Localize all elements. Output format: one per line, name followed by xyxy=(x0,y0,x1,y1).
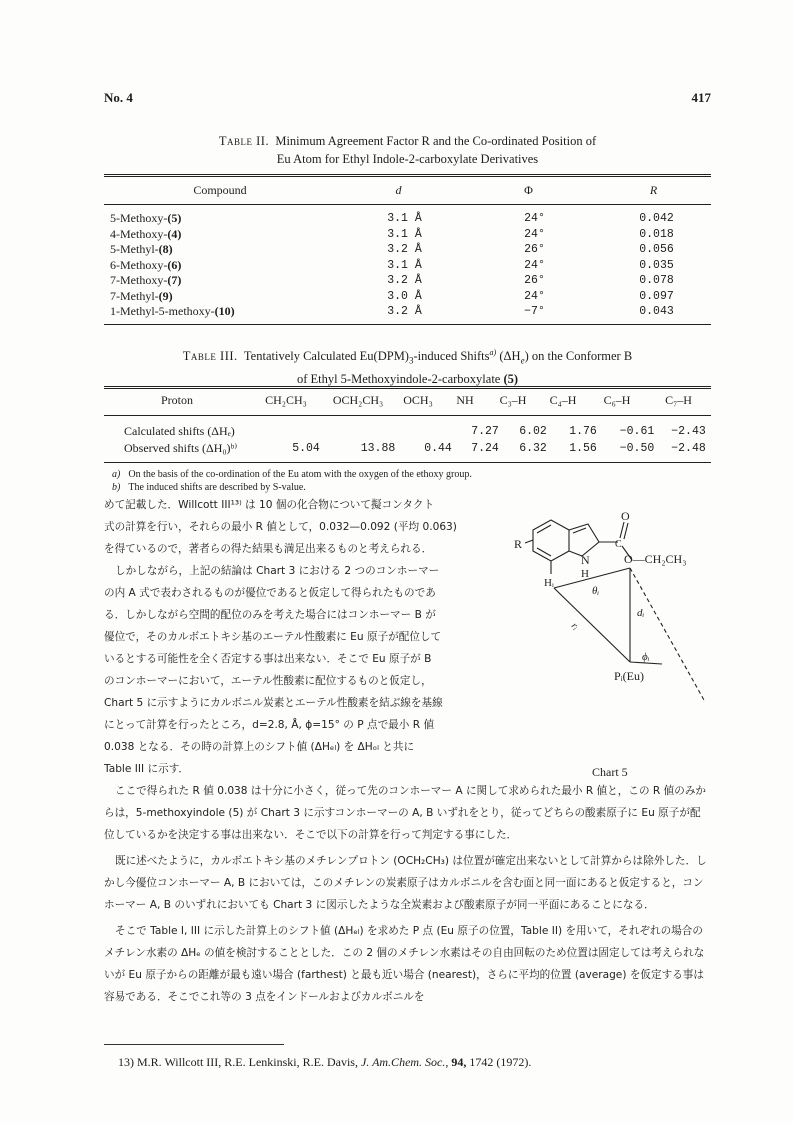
table2-cell-r: 0.056 xyxy=(639,243,674,256)
table2-bottom-rule xyxy=(104,324,711,325)
table2-cell-phi: 24° xyxy=(524,258,545,272)
body-line: る．しかしながら空間的配位のみを考えた場合にはコンホーマー B が xyxy=(104,609,436,621)
table2-cell-compound xyxy=(104,289,342,305)
label-carbonyl-c: C xyxy=(615,539,622,550)
compound-name: 5-Methyl- xyxy=(110,242,159,256)
table3-row xyxy=(104,423,711,440)
compound-name: 5-Methoxy- xyxy=(110,211,168,225)
reference-13 xyxy=(118,1055,531,1070)
compound-name: 4-Methoxy- xyxy=(110,226,168,241)
table3-value: −0.61 xyxy=(619,425,655,438)
body-paragraph: 既に述べたように，カルボエトキシ基のメチレンプロトン (OCH₂CH₃) は位置が確定出来ないとして計算からは除外した．しかし今優位コンホーマー A, B においては，このメチレンの炭素原子はカルボニルを含む面と同一面にあると仮定すると，コンホーマー A, B のいずれにおいても Chart 3 に図示したような全炭素および酸素原子が同一平面にあることになる． xyxy=(104,855,707,911)
compound-name: 7-Methyl- xyxy=(110,288,159,303)
compound-name: 1-Methyl-5-methoxy- xyxy=(110,304,215,318)
table2-cell-phi: 26° xyxy=(524,243,545,256)
compound-name: 6-Methoxy- xyxy=(110,257,168,272)
table3-title-line2: of Ethyl 5-Methoxyindole-2-carboxylate xyxy=(296,371,504,386)
table2-row xyxy=(104,227,711,243)
footnote-mark: b) xyxy=(112,482,121,493)
label-hi: Hᵢ xyxy=(544,577,554,589)
compound-number: (9) xyxy=(158,288,173,303)
label-carbonyl-o: O xyxy=(621,510,630,523)
table2-top-rule xyxy=(104,174,711,177)
table3-value: −2.43 xyxy=(671,425,706,438)
table2-row xyxy=(104,273,711,289)
compound-number: (10) xyxy=(214,304,235,318)
table2-cell-r: 0.035 xyxy=(639,258,674,272)
body-full-width xyxy=(104,780,711,1012)
table2-header-rule xyxy=(104,204,711,205)
body-paragraph: ここで得られた R 値 0.038 は十分に小さく，従って先のコンホーマー A に関して求められた最小 R 値と，この R 値のみからは，5-methoxyindole (5) が Chart 3 に示すコンホーマーの A, B いずれをとり，従ってどちらの酸素原子に Eu 原子が配位しているかを決定する事は出来ない．そこで以下の計算を行って判定する事にした． xyxy=(104,785,707,841)
reference-authors: M.R. Willcott III, R.E. Lenkinski, R.E. Davis, xyxy=(137,1055,358,1069)
table3-value: 5.04 xyxy=(292,442,320,455)
label-theta: θᵢ xyxy=(592,585,600,597)
body-line: の内 A 式で表わされるものが優位であると仮定して得られたものであ xyxy=(104,587,436,599)
table2-row xyxy=(104,242,711,258)
table3-title-sup: a) xyxy=(489,348,497,357)
table3-value xyxy=(270,423,342,440)
r-vector xyxy=(554,588,630,662)
table2-cell-r: 0.018 xyxy=(639,227,674,241)
substituent-bond xyxy=(525,540,533,543)
table2-header-compound: Compound xyxy=(193,182,247,197)
table2-header-phi: Φ xyxy=(524,182,533,197)
body-line: のコンホーマーにおいて，エーテル性酸素に配位するものと仮定し， xyxy=(104,675,432,687)
table3-title-compound: (5) xyxy=(503,371,519,386)
table2-header-row xyxy=(104,180,711,200)
table2-cell-phi: 24° xyxy=(524,227,545,241)
body-line: Table III に示す． xyxy=(104,763,190,775)
reference-number: 13) xyxy=(118,1055,134,1069)
pyrrole-inner-bond xyxy=(573,528,586,533)
table3-row-label: Calculated shifts (ΔHₑ) xyxy=(124,424,235,438)
table3-title-a: Tentatively Calculated Eu(DPM) xyxy=(243,349,409,364)
compound-number: (6) xyxy=(167,257,182,272)
body-line: 式の計算を行い，それらの最小 R 値として，0.032—0.092 (平均 0.063) xyxy=(104,521,457,533)
table2-title-line1: Minimum Agreement Factor R and the Co-ordinated Position of xyxy=(275,134,597,148)
table3-bottom-rule xyxy=(104,462,711,463)
table3-value: 0.44 xyxy=(424,442,452,455)
reference-rule xyxy=(104,1044,284,1045)
table2-row xyxy=(104,211,711,227)
table2-header-d: d xyxy=(395,182,402,197)
table3-header-7: C₆–H xyxy=(603,393,631,407)
reference-pages-year: 1742 (1972). xyxy=(469,1055,532,1069)
table2-cell-d: 3.2 Å xyxy=(387,305,422,318)
label-n: N xyxy=(581,553,590,567)
table3-value xyxy=(414,423,462,440)
compound-name: 7-Methoxy- xyxy=(110,273,168,287)
label-r-distance: rᵢ xyxy=(568,620,581,633)
body-line: 優位で，そのカルボエトキシ基のエーテル性酸素に Eu 原子が配位して xyxy=(104,631,442,643)
table3-header-2: OCH₂CH₃ xyxy=(332,393,384,407)
footnote xyxy=(112,481,472,494)
label-nh: H xyxy=(581,568,589,580)
table2-cell-phi: 24° xyxy=(524,289,545,303)
table2-label: Table II. xyxy=(218,134,270,148)
body-line: 0.038 となる．その時の計算上のシフト値 (ΔHₑₗ) を ΔHₒₗ と共に xyxy=(104,741,415,753)
table3-value: 6.32 xyxy=(519,442,547,455)
table3-title-sub2: e xyxy=(520,355,525,366)
running-head-issue: No. 4 xyxy=(104,90,133,105)
table3-label: Table III. xyxy=(182,349,238,364)
table3-title-b: -induced Shifts xyxy=(413,349,490,364)
table2-cell-d: 3.0 Å xyxy=(387,289,422,303)
compound-number: (7) xyxy=(167,273,182,287)
table2-row xyxy=(104,304,711,320)
table3-value: −2.48 xyxy=(671,442,706,455)
table3-body xyxy=(104,423,711,457)
table2 xyxy=(104,180,711,200)
table3-value: 1.56 xyxy=(569,442,597,455)
table2-cell-compound xyxy=(104,227,342,243)
table3-value: 6.02 xyxy=(519,425,547,438)
table3-top-rule xyxy=(104,386,711,389)
footnote-text: On the basis of the co-ordination of the Eu atom with the oxygen of the ethoxy group. xyxy=(128,469,472,480)
table3-footnotes xyxy=(112,468,472,494)
body-line: しかしながら，上記の結論は Chart 3 における 2 つのコンホーマー xyxy=(115,565,440,577)
table3-value: 13.88 xyxy=(360,442,396,455)
table2-cell-r: 0.042 xyxy=(639,212,674,225)
label-phi: ϕᵢ xyxy=(642,651,650,663)
reference-journal: J. Am.Chem. Soc., xyxy=(360,1055,449,1069)
table3-header-3: OCH₃ xyxy=(403,393,433,407)
table3-header-rule xyxy=(104,415,711,416)
footnote xyxy=(112,468,472,481)
table2-title-line2: Eu Atom for Ethyl Indole-2-carboxylate Derivatives xyxy=(276,152,539,166)
reference-volume: 94, xyxy=(451,1055,467,1069)
table3-value: −0.50 xyxy=(619,442,655,455)
table3-value: 7.27 xyxy=(471,425,499,438)
table2-cell-d: 3.1 Å xyxy=(387,212,422,225)
table2-body xyxy=(104,211,711,320)
table2-cell-compound xyxy=(104,258,342,274)
table3-value: 1.76 xyxy=(569,425,597,438)
compound-number: (8) xyxy=(158,242,173,256)
table3-header-1: CH₂CH₃ xyxy=(265,393,307,407)
label-p-eu: Pᵢ(Eu) xyxy=(614,669,644,683)
chart5-diagram xyxy=(492,510,717,778)
body-line: Chart 5 に示すようにカルボニル炭素とエーテル性酸素を結ぶ線を基線 xyxy=(104,697,443,709)
carbonyl-double-bond xyxy=(620,522,624,538)
table3-header-6: C₄–H xyxy=(549,393,577,407)
table2-cell-r: 0.043 xyxy=(639,305,674,318)
table2-header-r: R xyxy=(649,182,658,197)
label-ethoxy: O—CH₂CH₃ xyxy=(624,552,687,566)
table2-cell-phi: 26° xyxy=(524,274,545,287)
table3-value: 7.24 xyxy=(471,442,499,455)
table3-value xyxy=(342,423,414,440)
label-d: dᵢ xyxy=(637,607,645,619)
table3-row-label: Observed shifts (ΔH₀)ᵇ⁾ xyxy=(124,441,238,455)
body-line: めて記載した．Willcott III¹³⁾ は 10 個の化合物について擬コンタクト xyxy=(104,499,435,511)
table3-caption xyxy=(104,344,711,388)
body-column-beside-chart xyxy=(104,494,492,780)
table2-cell-d: 3.2 Å xyxy=(387,243,422,256)
table3-header-5: C₃–H xyxy=(499,393,527,407)
table3-title-c: (ΔH xyxy=(496,349,521,364)
table3-title-d: ) on the Conformer B xyxy=(524,349,633,364)
table3-row xyxy=(104,440,711,457)
table2-cell-compound xyxy=(104,273,342,289)
body-line: いるとする可能性を全く否定する事は出来ない．そこで Eu 原子が B xyxy=(104,653,432,665)
table3-header-row xyxy=(104,393,711,408)
table2-cell-phi: −7° xyxy=(524,305,545,318)
table3-header-0: Proton xyxy=(160,393,193,407)
table3-header-8: C₇–H xyxy=(665,393,692,407)
table2-cell-compound xyxy=(104,304,342,320)
footnote-text: The induced shifts are described by S-value. xyxy=(128,482,306,493)
table2-cell-phi: 24° xyxy=(524,212,545,225)
table2-cell-d: 3.2 Å xyxy=(387,274,422,287)
compound-number: (4) xyxy=(167,226,182,241)
table2-cell-compound xyxy=(104,211,342,227)
body-line: にとって計算を行ったところ，d=2.8, Å, ϕ=15° の P 点で最小 R 値 xyxy=(104,719,435,731)
table2-cell-compound xyxy=(104,242,342,258)
table2-row xyxy=(104,289,711,305)
table2-caption xyxy=(104,132,711,168)
chart5-caption: Chart 5 xyxy=(592,765,628,778)
body-paragraph: そこで Table I, III に示した計算上のシフト値 (ΔHₑₗ) を求めた P 点 (Eu 原子の位置，Table II) を用いて，それぞれの場合のメチレン水素の ΔHₑ の値を検討することとした．この 2 個のメチレン水素はその自由回転のため位置は固定しては考えられないが Eu 原子からの距離が最も遠い場合 (farthest) と最も近い場合 (nearest)，さらに平均的位置 (average) を仮定する事は容易である．そこでこれ等の 3 点をインドールおよびカルボニルを xyxy=(104,925,705,1003)
page-number: 417 xyxy=(691,90,711,105)
carbonyl-double-bond xyxy=(624,523,628,539)
table2-cell-d: 3.1 Å xyxy=(387,258,422,272)
body-line: を得ているので，著者らの得た結果も満足出来るものと考えられる． xyxy=(104,543,433,555)
table2-row xyxy=(104,258,711,274)
table3-title-sub: 3 xyxy=(408,355,414,366)
label-r: R xyxy=(514,537,523,551)
table2-cell-d: 3.1 Å xyxy=(387,227,422,241)
table3-header xyxy=(104,393,711,408)
footnote-mark: a) xyxy=(112,469,121,480)
table2-cell-r: 0.097 xyxy=(639,289,674,303)
benzene-ring xyxy=(533,520,569,561)
compound-number: (5) xyxy=(167,211,182,225)
table2-cell-r: 0.078 xyxy=(639,274,674,287)
table3-header-4: NH xyxy=(456,393,474,407)
